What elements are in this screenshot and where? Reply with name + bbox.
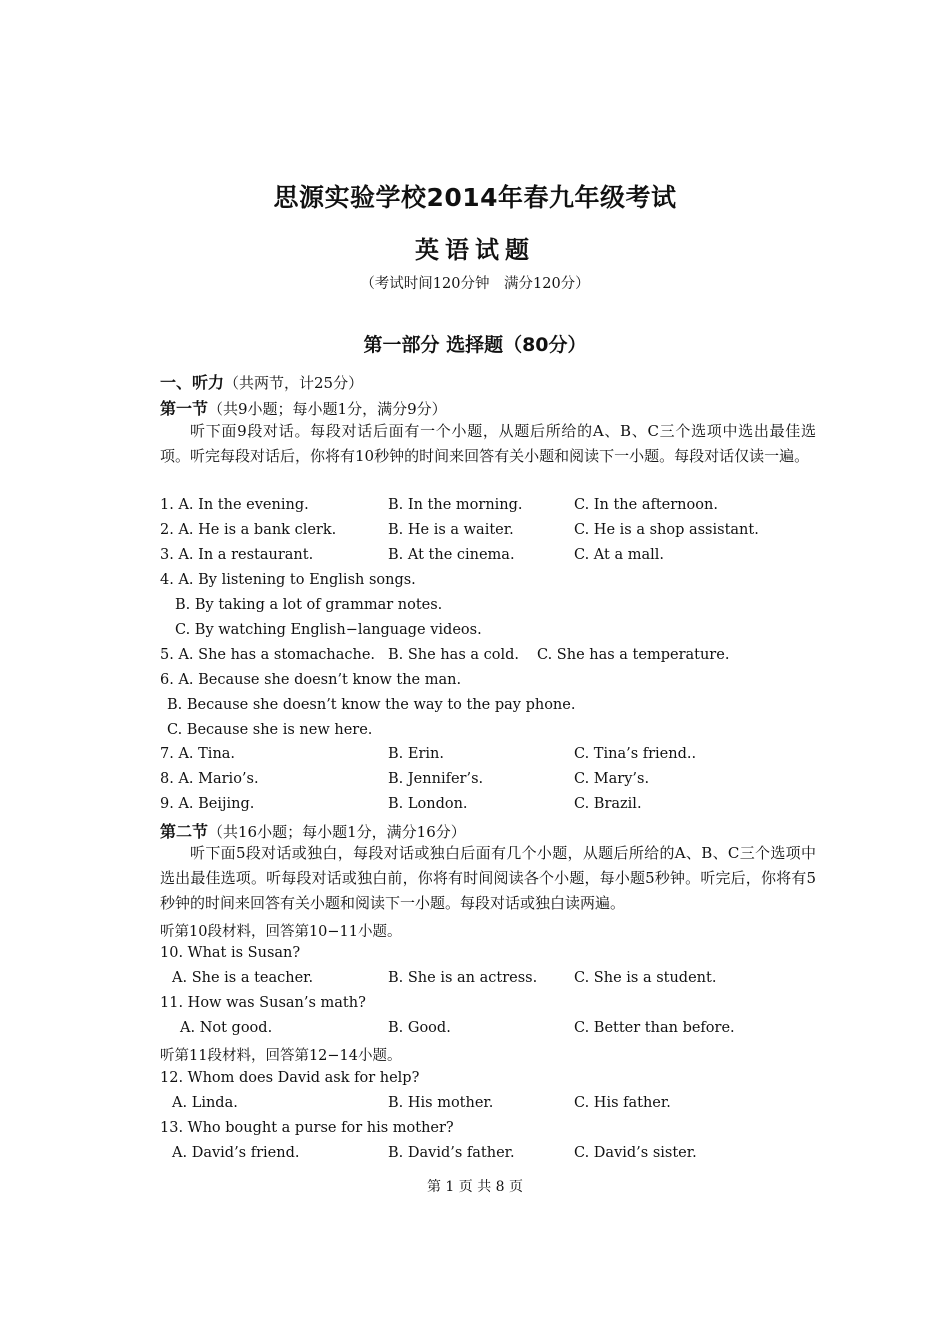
subsection1-label: 第一节 (160, 399, 209, 418)
q8-option-b: B. Jennifer’s. (388, 771, 484, 787)
subsection1-heading (160, 396, 447, 419)
material-10-heading: 听第10段材料，回答第10−11小题。 (160, 924, 402, 940)
q4-option-c: C. By watching English−language videos. (175, 622, 482, 638)
q2-option-a: 2. A. He is a bank clerk. (160, 522, 337, 538)
section1-heading (160, 370, 363, 393)
q10-stem: 10. What is Susan? (160, 945, 301, 961)
subsection1-instructions: 听下面9段对话。每段对话后面有一个小题，从题后所给的A、B、C三个选项中选出最佳选项。听完每段对话后，你将有10秒钟的时间来回答有关小题和阅读下一小题。每段对话仅读一遍。 (160, 422, 816, 465)
q11-stem: 11. How was Susan’s math? (160, 995, 366, 1011)
q10-option-c: C. She is a student. (574, 970, 717, 986)
q1-option-a: 1. A. In the evening. (160, 497, 309, 513)
q12-option-a: A. Linda. (172, 1095, 238, 1111)
exam-info: （考试时间120分钟 满分120分） (360, 276, 590, 292)
q9-option-c: C. Brazil. (574, 796, 642, 812)
q5-option-a: 5. A. She has a stomachache. (160, 647, 376, 663)
q9-option-a: 9. A. Beijing. (160, 796, 255, 812)
subsection1-note: （共9小题；每小题1分，满分9分） (208, 400, 447, 418)
q5-option-c: C. She has a temperature. (537, 647, 730, 663)
q7-option-c: C. Tina’s friend.. (574, 746, 697, 762)
q7-option-b: B. Erin. (388, 746, 444, 762)
subsection2-instructions: 听下面5段对话或独白，每段对话或独白后面有几个小题，从题后所给的A、B、C三个选项中选出最佳选项。听每段对话或独白前，你将有时间阅读各个小题，每小题5秒钟。听完后，你将有5秒钟的时间来回答有关小题和阅读下一小题。每段对话或独白读两遍。 (160, 844, 816, 912)
q13-option-a: A. David’s friend. (172, 1145, 300, 1161)
q10-option-b: B. She is an actress. (388, 970, 538, 986)
q9-option-b: B. London. (388, 796, 468, 812)
material-11-heading: 听第11段材料，回答第12−14小题。 (160, 1048, 402, 1064)
subsection2-label: 第二节 (160, 822, 209, 841)
q8-option-a: 8. A. Mario’s. (160, 771, 259, 787)
q4-option-a: 4. A. By listening to English songs. (160, 572, 416, 588)
page-number: 第 1 页 共 8 页 (426, 1179, 524, 1195)
q11-option-a: A. Not good. (180, 1020, 273, 1036)
school-title: 思源实验学校2014年春九年级考试 (273, 183, 677, 212)
q7-option-a: 7. A. Tina. (160, 746, 236, 762)
subsection2-heading (160, 819, 466, 842)
q6-option-a: 6. A. Because she doesn’t know the man. (160, 672, 462, 688)
q1-option-b: B. In the morning. (388, 497, 523, 513)
q11-option-b: B. Good. (388, 1020, 451, 1036)
q5-option-b: B. She has a cold. (388, 647, 520, 663)
q3-option-c: C. At a mall. (574, 547, 664, 563)
section1-label: 一、听力 (160, 373, 225, 392)
q13-option-c: C. David’s sister. (574, 1145, 697, 1161)
q10-option-a: A. She is a teacher. (172, 970, 314, 986)
subject-title: 英语试题 (415, 236, 535, 264)
q12-option-b: B. His mother. (388, 1095, 494, 1111)
q3-option-b: B. At the cinema. (388, 547, 515, 563)
q8-option-c: C. Mary’s. (574, 771, 650, 787)
q13-stem: 13. Who bought a purse for his mother? (160, 1120, 454, 1136)
subsection2-note: （共16小题；每小题1分，满分16分） (208, 823, 466, 841)
section1-note: （共两节，计25分） (224, 374, 364, 392)
q1-option-c: C. In the afternoon. (574, 497, 718, 513)
q12-option-c: C. His father. (574, 1095, 671, 1111)
q4-option-b: B. By taking a lot of grammar notes. (175, 597, 443, 613)
q2-option-c: C. He is a shop assistant. (574, 522, 759, 538)
q13-option-b: B. David’s father. (388, 1145, 515, 1161)
q12-stem: 12. Whom does David ask for help? (160, 1070, 420, 1086)
q3-option-a: 3. A. In a restaurant. (160, 547, 314, 563)
part1-title: 第一部分 选择题（80分） (363, 334, 587, 356)
q11-option-c: C. Better than before. (574, 1020, 735, 1036)
q6-option-c: C. Because she is new here. (167, 722, 373, 738)
q6-option-b: B. Because she doesn’t know the way to the pay phone. (167, 697, 576, 713)
q2-option-b: B. He is a waiter. (388, 522, 514, 538)
